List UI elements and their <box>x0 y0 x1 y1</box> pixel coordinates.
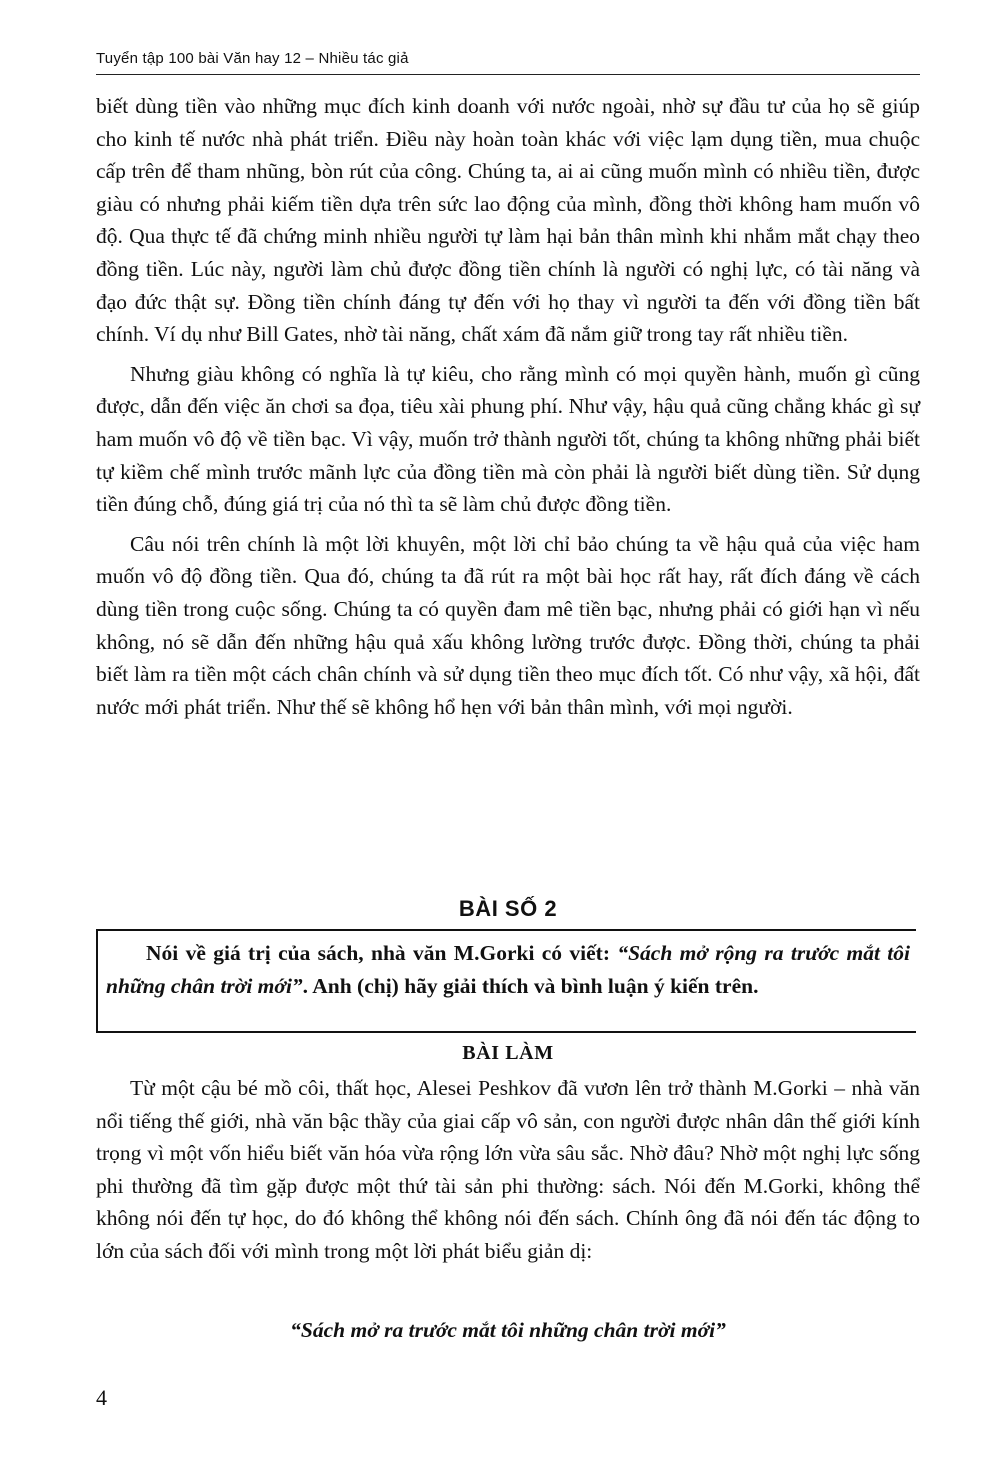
answer-text <box>96 1072 920 1268</box>
paragraph: Nhưng giàu không có nghĩa là tự kiêu, cho rằng mình có mọi quyền hành, muốn gì cũng được, dẫn đến việc ăn chơi sa đọa, tiêu xài phung phí. Như vậy, hậu quả cũng chẳng khác gì sự ham muốn vô độ về tiền bạc. Vì vậy, muốn trở thành người tốt, chúng ta không những phải biết tự kiềm chế mình trước mãnh lực của đồng tiền mà còn phải là người biết dùng tiền. Sử dụng tiền đúng chỗ, đúng giá trị của nó thì ta sẽ làm chủ được đồng tiền. <box>96 361 920 517</box>
essay-prompt-box <box>96 929 916 1033</box>
paragraph: Câu nói trên chính là một lời khuyên, một lời chỉ bảo chúng ta về hậu quả của việc ham muốn vô độ đồng tiền. Qua đó, chúng ta đã rút ra một bài học rất hay, rất đích đáng về cách dùng tiền trong cuộc sống. Chúng ta có quyền đam mê tiền bạc, nhưng phải có giới hạn vì nếu không, nó sẽ dẫn đến những hậu quả xấu không lường trước được. Đồng thời, chúng ta phải biết làm ra tiền một cách chân chính và sử dụng tiền theo mục đích tốt. Có như vậy, xã hội, đất nước mới phát triển. Như thế sẽ không hổ hẹn với bản thân mình, với mọi người. <box>96 531 920 719</box>
header-rule <box>96 74 920 75</box>
paragraph: Từ một cậu bé mồ côi, thất học, Alesei Peshkov đã vươn lên trở thành M.Gorki – nhà văn nổi tiếng thế giới, nhà văn bậc thầy của giai cấp vô sản, con người được nhân dân thế giới kính trọng vì một vốn hiểu biết văn hóa vừa rộng lớn vừa sâu sắc. Nhờ đâu? Nhờ một nghị lực sống phi thường đã tìm gặp được một thứ tài sản phi thường: sách. Nói đến M.Gorki, không thể không nói đến tự học, do đó không thể không nói đến sách. Chính ông đã nói đến tác động to lớn của sách đối với mình trong một lời phát biểu giản dị: <box>96 1076 920 1263</box>
page-number: 4 <box>96 1385 107 1410</box>
prompt-tail: . Anh (chị) hãy giải thích và bình luận ý kiến trên. <box>302 974 759 998</box>
answer-title: BÀI LÀM <box>462 1042 554 1064</box>
paragraph-continuation: biết dùng tiền vào những mục đích kinh doanh với nước ngoài, nhờ sự đầu tư của họ sẽ giúp cho kinh tế nước nhà phát triển. Điều này hoàn toàn khác với việc lạm dụng tiền, mua chuộc cấp trên để tham nhũng, bòn rút của công. Chúng ta, ai ai cũng muốn mình có nhiều tiền, được giàu có nhưng phải kiếm tiền dựa trên sức lao động của mình, đồng thời không ham muốn vô độ. Qua thực tế đã chứng minh nhiều người tự làm hại bản thân mình khi nhắm mắt chạy theo đồng tiền. Lúc này, người làm chủ được đồng tiền chính là người có nghị lực, có tài năng và đạo đức thật sự. Đồng tiền chính đáng tự đến với họ thay vì người ta đến với đồng tiền bất chính. Ví dụ như Bill Gates, nhờ tài năng, chất xám đã nắm giữ trong tay rất nhiều tiền. <box>96 94 920 347</box>
section-title: BÀI SỐ 2 <box>458 896 558 921</box>
gorki-quote: “Sách mở ra trước mắt tôi những chân trời mới” <box>290 1318 726 1342</box>
body-text <box>96 90 920 730</box>
running-header: Tuyển tập 100 bài Văn hay 12 – Nhiều tác giả <box>96 50 409 67</box>
prompt-quote: “Sách mở rộng ra trước mắt tôi những chân trời mới” <box>106 941 910 998</box>
prompt-lead: Nói về giá trị của sách, nhà văn M.Gorki có viết: <box>146 941 618 965</box>
